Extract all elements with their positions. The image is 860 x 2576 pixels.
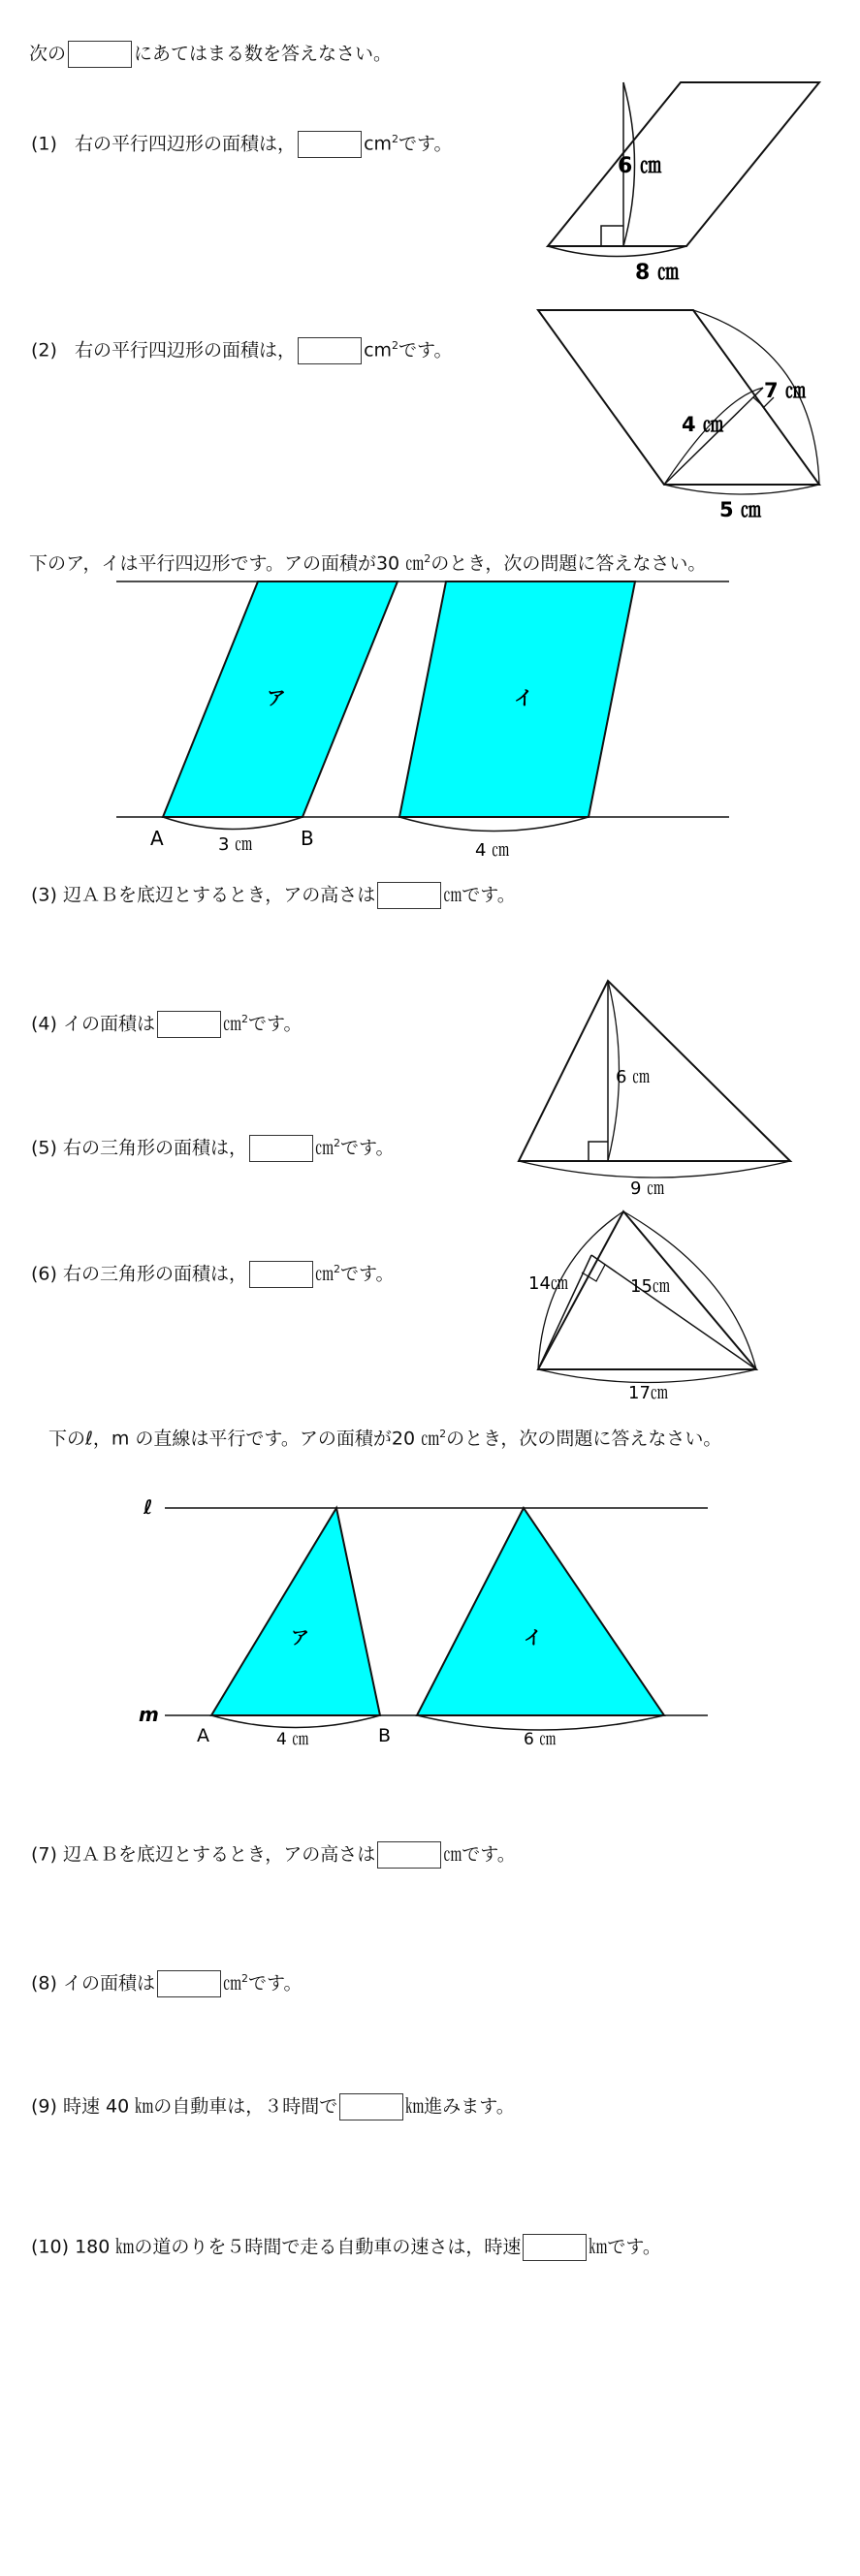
question-6: (6) 右の三角形の面積は， ㎝$^2$です。 bbox=[31, 1258, 394, 1288]
fig3-label-i: イ bbox=[514, 686, 533, 709]
fig7-ibase-label: 6 ㎝ bbox=[524, 1730, 557, 1749]
question-9: (9) 時速 40 ㎞の自動車は，３時間で ㎞進みます。 bbox=[31, 2093, 515, 2120]
fig7-point-a: A bbox=[197, 1725, 209, 1746]
fig6-base-label: 17㎝ bbox=[628, 1383, 668, 1403]
fig3-point-a: A bbox=[150, 827, 164, 850]
triangle-fig5 bbox=[519, 981, 790, 1178]
fig2-height-label: 4 ㎝ bbox=[682, 413, 723, 436]
fig7-point-b: B bbox=[378, 1725, 392, 1746]
parallelogram-fig2 bbox=[538, 310, 819, 494]
fig7-label-i: イ bbox=[524, 1627, 543, 1649]
parallelogram-fig1 bbox=[548, 82, 819, 257]
fig1-height-label: 6 ㎝ bbox=[618, 154, 661, 178]
fig3-label-a: ア bbox=[267, 686, 286, 709]
fig7-line-l-label: ℓ bbox=[143, 1495, 153, 1519]
section-3-instruction: 下のℓ，m の直線は平行です。アの面積が20 ㎝$^2$のとき，次の問題に答えなさい。 bbox=[48, 1428, 722, 1450]
fig3-point-b: B bbox=[301, 827, 314, 850]
question-10: (10) 180 ㎞の道のりを５時間で走る自動車の速さは，時速 ㎞です。 bbox=[31, 2234, 661, 2261]
fig7-line-m-label: m bbox=[139, 1703, 159, 1726]
triangle-a bbox=[211, 1508, 380, 1715]
section-2-instruction: 下のア，イは平行四辺形です。アの面積が30 ㎝$^2$のとき，次の問題に答えなさい。 bbox=[29, 552, 707, 575]
question-2: (2) 右の平行四辺形の面積は， $cm^2$です。 bbox=[31, 334, 453, 364]
question-7: (7) 辺ＡＢを底辺とするとき，アの高さは ㎝です。 bbox=[31, 1841, 516, 1869]
question-5: (5) 右の三角形の面積は， ㎝$^2$です。 bbox=[31, 1132, 394, 1162]
triangle-i bbox=[417, 1508, 664, 1715]
fig3-ibase-label: 4 ㎝ bbox=[475, 840, 510, 861]
fig2-side-label: 7 ㎝ bbox=[764, 379, 806, 402]
fig2-base-label: 5 ㎝ bbox=[719, 498, 761, 521]
question-8: (8) イの面積は ㎝$^2$です。 bbox=[31, 1967, 302, 1997]
triangle-fig6 bbox=[538, 1211, 756, 1383]
fig5-base-label: 9 ㎝ bbox=[630, 1178, 665, 1199]
question-3: (3) 辺ＡＢを底辺とするとき，アの高さは ㎝です。 bbox=[31, 882, 516, 909]
question-1: (1) 右の平行四辺形の面積は， $cm^2$です。 bbox=[31, 128, 453, 158]
fig3-ab-label: 3 ㎝ bbox=[218, 834, 253, 855]
question-4: (4) イの面積は ㎝$^2$です。 bbox=[31, 1008, 302, 1038]
fig5-height-label: 6 ㎝ bbox=[616, 1067, 651, 1087]
fig6-mid-label: 15㎝ bbox=[630, 1276, 670, 1297]
fig1-base-label: 8 ㎝ bbox=[635, 261, 679, 285]
fig6-left-label: 14㎝ bbox=[528, 1273, 568, 1294]
instruction: 次の にあてはまる数を答えなさい。 bbox=[29, 41, 392, 68]
fig7-label-a: ア bbox=[291, 1627, 310, 1649]
fig7-ab-label: 4 ㎝ bbox=[276, 1730, 309, 1749]
